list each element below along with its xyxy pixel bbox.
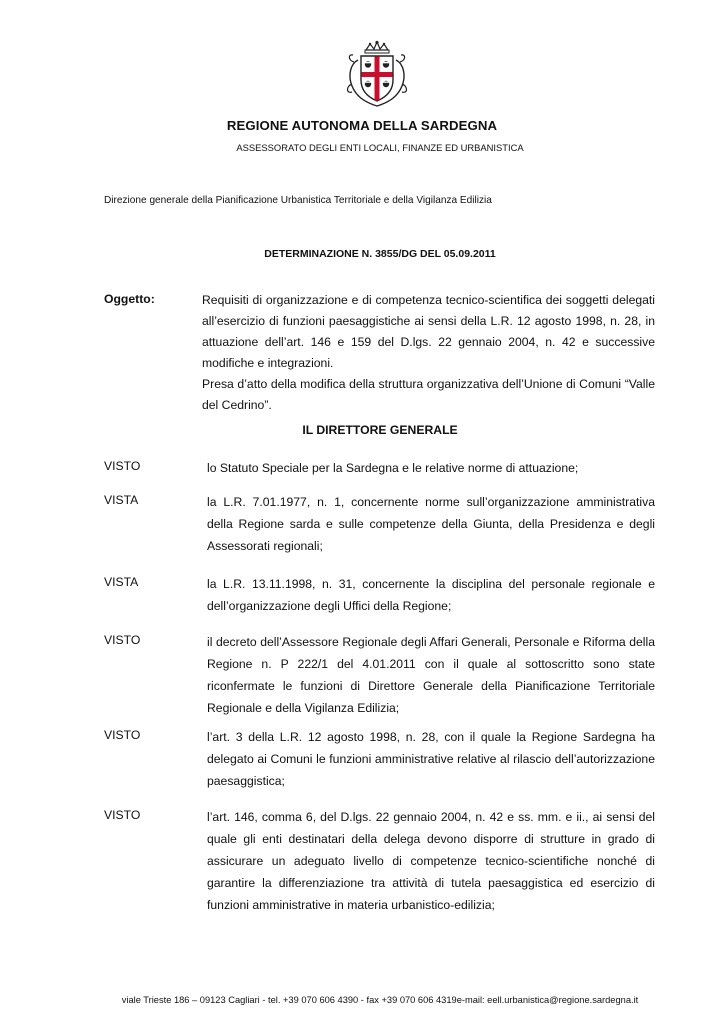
clause-label: VISTO xyxy=(104,728,141,742)
page-footer: viale Trieste 186 – 09123 Cagliari - tel. +39 070 606 4390 - fax +39 070 606 4319e-mail: eell.urbanistica@regione.sardegna.it xyxy=(121,995,639,1005)
oggetto-paragraph: Requisiti di organizzazione e di competenza tecnico-scientifica dei soggetti delegati all’esercizio di funzioni paesaggistiche ai sensi della L.R. 12 agosto 1998, n. 28, in attuazione dell’art. 146 e 159 del D.lgs. 22 gennaio 2004, n. 42 e successive modifiche e integrazioni. xyxy=(202,293,655,370)
clause-text: la L.R. 7.01.1977, n. 1, concernente norme sull’organizzazione amministrativa della Regione sarda e sulle competenze della Giunta, della Presidenza e degli Assessorati regionali; xyxy=(207,495,655,553)
clause-text: il decreto dell’Assessore Regionale degli Affari Generali, Personale e Riforma della Regione n. P 222/1 del 4.01.2011 con il quale al sottoscritto sono state riconfermate le funzioni di Direttore Generale della Pianificazione Territoriale Regionale e della Vigilanza Edilizia; xyxy=(207,635,655,715)
assessorato-title: ASSESSORATO DEGLI ENTI LOCALI, FINANZE ED URBANISTICA xyxy=(236,142,524,153)
oggetto-paragraph: Presa d’atto della modifica della struttura organizzativa dell’Unione di Comuni “Valle del Cedrino”. xyxy=(202,377,655,412)
clause-label: VISTO xyxy=(104,633,141,647)
clause-text: la L.R. 13.11.1998, n. 31, concernente la disciplina del personale regionale e dell’organizzazione degli Uffici della Regione; xyxy=(207,577,655,613)
clause-label: VISTO xyxy=(104,459,141,473)
clause-text: lo Statuto Speciale per la Sardegna e le relative norme di attuazione; xyxy=(207,461,579,475)
direttore-heading: IL DIRETTORE GENERALE xyxy=(302,423,458,437)
oggetto-label: Oggetto: xyxy=(104,292,155,306)
clause-label: VISTA xyxy=(104,493,139,507)
oggetto-text xyxy=(202,290,655,416)
clause-label: VISTA xyxy=(104,575,139,589)
direzione-generale: Direzione generale della Pianificazione Urbanistica Territoriale e della Vigilanza Edilizia xyxy=(104,195,492,206)
determinazione-number: DETERMINAZIONE N. 3855/DG DEL 05.09.2011 xyxy=(264,248,496,260)
clause-label: VISTO xyxy=(104,808,141,822)
regione-sardegna-coat-of-arms-icon xyxy=(344,40,410,110)
region-title: REGIONE AUTONOMA DELLA SARDEGNA xyxy=(226,118,498,133)
clause-text: l’art. 146, comma 6, del D.lgs. 22 gennaio 2004, n. 42 e ss. mm. e ii., ai sensi del quale gli enti destinatari della delega devono disporre di strutture in grado di assicurare un adeguato livello di competenze tecnico-scientifiche nonché di garantire la differenziazione tra attività di tutela paesaggistica ed esercizio di funzioni amministrative in materia urbanistico-edilizia; xyxy=(207,810,655,912)
clause-text: l’art. 3 della L.R. 12 agosto 1998, n. 28, con il quale la Regione Sardegna ha delegato ai Comuni le funzioni amministrative relative al rilascio dell’autorizzazione paesaggistica; xyxy=(207,730,655,788)
